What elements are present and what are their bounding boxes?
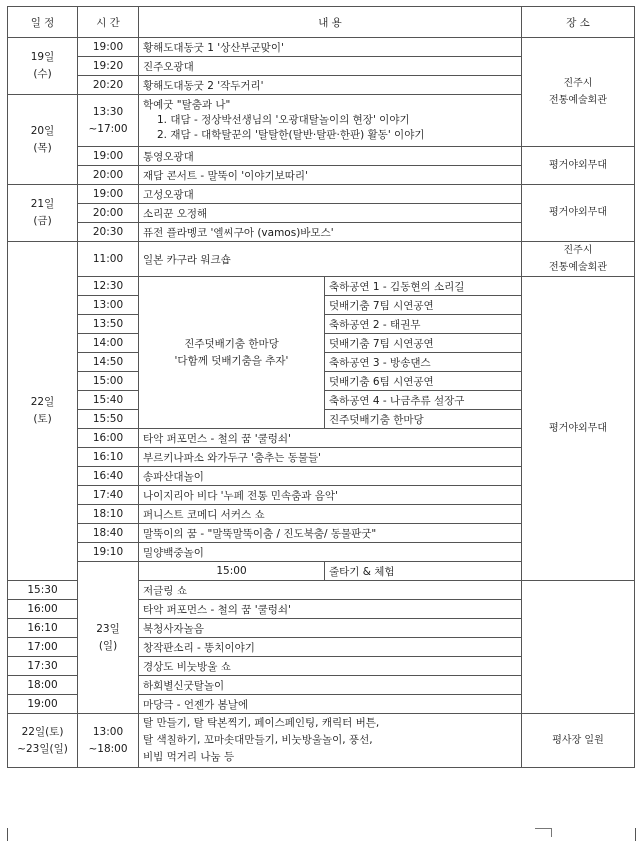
table-row bbox=[8, 562, 635, 581]
content-cell: 밀양백중놀이 bbox=[139, 543, 522, 562]
date-cell-21: 21일 (금) bbox=[8, 185, 78, 242]
content-cell: 일본 카구라 워크숍 bbox=[139, 242, 522, 277]
content-cell: 북청사자놀음 bbox=[139, 619, 522, 638]
venue-cell-hall: 진주시 전통예술회관 bbox=[522, 38, 635, 147]
time-cell: 13:00 bbox=[78, 296, 139, 315]
content-cell: 탈 만들기, 탈 탁본찍기, 페이스페인팅, 캐릭터 버튼, 탈 색칠하기, 꼬마솟대만들기, 비눗방울놀이, 풍선, 비빔 먹거리 나눔 등 bbox=[139, 714, 522, 768]
sub-content-cell: 축하공연 2 - 태권무 bbox=[325, 315, 522, 334]
time-cell: 13:50 bbox=[78, 315, 139, 334]
content-cell: 고성오광대 bbox=[139, 185, 522, 204]
table-continuation bbox=[7, 828, 636, 841]
time-cell: 13:30 ~17:00 bbox=[78, 95, 139, 147]
content-cell: 타악 퍼포먼스 - 철의 꿈 '쿨렁쇠' bbox=[139, 429, 522, 448]
table-row bbox=[8, 277, 635, 296]
block-title-cell: 진주덧배기춤 한마당 '다함께 덧배기춤을 추자' bbox=[139, 277, 325, 429]
time-cell: 19:20 bbox=[78, 57, 139, 76]
sub-content-cell: 덧배기춤 6팀 시연공연 bbox=[325, 372, 522, 391]
header-time: 시 간 bbox=[78, 7, 139, 38]
content-cell: 송파산대놀이 bbox=[139, 467, 522, 486]
time-cell: 19:10 bbox=[78, 543, 139, 562]
venue-cell-hall: 진주시 전통예술회관 bbox=[522, 242, 635, 277]
date-cell-20: 20일 (목) bbox=[8, 95, 78, 185]
time-cell: 14:50 bbox=[78, 353, 139, 372]
date-cell-22: 22일 (토) bbox=[8, 242, 78, 581]
date-cell-weekend: 22일(토) ~23일(일) bbox=[8, 714, 78, 768]
content-cell: 학예굿 "탈춤과 나" 1. 대담 - 정상박선생님의 '오광대탈놀이의 현장' 이야기 2. 재담 - 대학탈꾼의 '탈탈한(탈반·탈판·한판) 활동' 이야기 bbox=[139, 95, 522, 147]
content-cell: 저글링 쇼 bbox=[139, 581, 522, 600]
time-cell: 16:40 bbox=[78, 467, 139, 486]
table-row bbox=[8, 242, 635, 277]
sub-content-cell: 축하공연 4 - 나금추류 설장구 bbox=[325, 391, 522, 410]
table-row bbox=[8, 185, 635, 204]
sub-content-cell: 축하공연 1 - 김동현의 소리길 bbox=[325, 277, 522, 296]
content-cell: 경상도 비눗방울 쇼 bbox=[139, 657, 522, 676]
content-cell: 재담 콘서트 - 말뚝이 '이야기보따리' bbox=[139, 166, 522, 185]
venue-cell-outdoor: 평거야외무대 bbox=[522, 147, 635, 185]
content-cell: 통영오광대 bbox=[139, 147, 522, 166]
time-cell: 20:00 bbox=[78, 204, 139, 223]
time-cell: 17:30 bbox=[8, 657, 78, 676]
time-cell: 17:00 bbox=[8, 638, 78, 657]
table-row bbox=[8, 714, 635, 768]
time-cell: 16:10 bbox=[78, 448, 139, 467]
content-cell: 황해도대동굿 1 '상산부군맞이' bbox=[139, 38, 522, 57]
time-cell: 11:00 bbox=[78, 242, 139, 277]
time-cell: 17:40 bbox=[78, 486, 139, 505]
time-cell: 19:00 bbox=[78, 185, 139, 204]
venue-cell-plaza: 평사장 일원 bbox=[522, 714, 635, 768]
header-content: 내 용 bbox=[139, 7, 522, 38]
corner-mark bbox=[535, 828, 552, 837]
time-cell: 20:00 bbox=[78, 166, 139, 185]
time-cell: 18:40 bbox=[78, 524, 139, 543]
time-cell: 15:30 bbox=[8, 581, 78, 600]
content-cell: 퍼니스트 코메디 서커스 쇼 bbox=[139, 505, 522, 524]
time-cell: 12:30 bbox=[78, 277, 139, 296]
table-row bbox=[8, 38, 635, 57]
content-cell: 타악 퍼포먼스 - 철의 꿈 '쿨렁쇠' bbox=[139, 600, 522, 619]
content-cell: 진주오광대 bbox=[139, 57, 522, 76]
venue-cell-outdoor: 평거야외무대 bbox=[522, 277, 635, 581]
content-cell: 줄타기 & 체험 bbox=[325, 562, 635, 581]
time-cell: 20:20 bbox=[78, 76, 139, 95]
time-cell: 15:00 bbox=[78, 372, 139, 391]
content-cell: 소리꾼 오정해 bbox=[139, 204, 522, 223]
content-cell: 나이지리아 비다 '누페 전통 민속춤과 음악' bbox=[139, 486, 522, 505]
content-cell: 하회별신굿탈놀이 bbox=[139, 676, 522, 695]
time-cell: 15:00 bbox=[139, 562, 325, 581]
content-cell: 부르키나파소 와가두구 '춤추는 동물들' bbox=[139, 448, 522, 467]
sub-content-cell: 진주덧배기춤 한마당 bbox=[325, 410, 522, 429]
time-cell: 19:00 bbox=[78, 147, 139, 166]
content-cell: 창작판소리 - 똥치이야기 bbox=[139, 638, 522, 657]
content-cell: 마당극 - 언젠가 봄날에 bbox=[139, 695, 522, 714]
content-cell: 말뚝이의 꿈 - "말뚝말뚝이춤 / 진도북춤/ 동물판굿" bbox=[139, 524, 522, 543]
time-cell: 16:00 bbox=[78, 429, 139, 448]
time-cell: 13:00 ~18:00 bbox=[78, 714, 139, 768]
schedule-table bbox=[7, 6, 635, 768]
venue-cell-outdoor: 평거야외무대 bbox=[522, 185, 635, 242]
time-cell: 14:00 bbox=[78, 334, 139, 353]
content-cell: 퓨전 플라멩코 '엘씨구아 (vamos)바모스' bbox=[139, 223, 522, 242]
time-cell: 18:00 bbox=[8, 676, 78, 695]
header-date: 일 정 bbox=[8, 7, 78, 38]
date-cell-23: 23일 (일) bbox=[78, 562, 139, 714]
header-row bbox=[8, 7, 635, 38]
time-cell: 19:00 bbox=[8, 695, 78, 714]
time-cell: 18:10 bbox=[78, 505, 139, 524]
sub-content-cell: 덧배기춤 7팀 시연공연 bbox=[325, 334, 522, 353]
time-cell: 15:50 bbox=[78, 410, 139, 429]
table-row bbox=[8, 147, 635, 166]
sub-content-cell: 덧배기춤 7팀 시연공연 bbox=[325, 296, 522, 315]
time-cell: 16:10 bbox=[8, 619, 78, 638]
time-cell: 20:30 bbox=[78, 223, 139, 242]
content-cell: 황해도대동굿 2 '작두거리' bbox=[139, 76, 522, 95]
time-cell: 15:40 bbox=[78, 391, 139, 410]
time-cell: 19:00 bbox=[78, 38, 139, 57]
time-cell: 16:00 bbox=[8, 600, 78, 619]
date-cell-19: 19일 (수) bbox=[8, 38, 78, 95]
header-venue: 장 소 bbox=[522, 7, 635, 38]
sub-content-cell: 축하공연 3 - 방송댄스 bbox=[325, 353, 522, 372]
